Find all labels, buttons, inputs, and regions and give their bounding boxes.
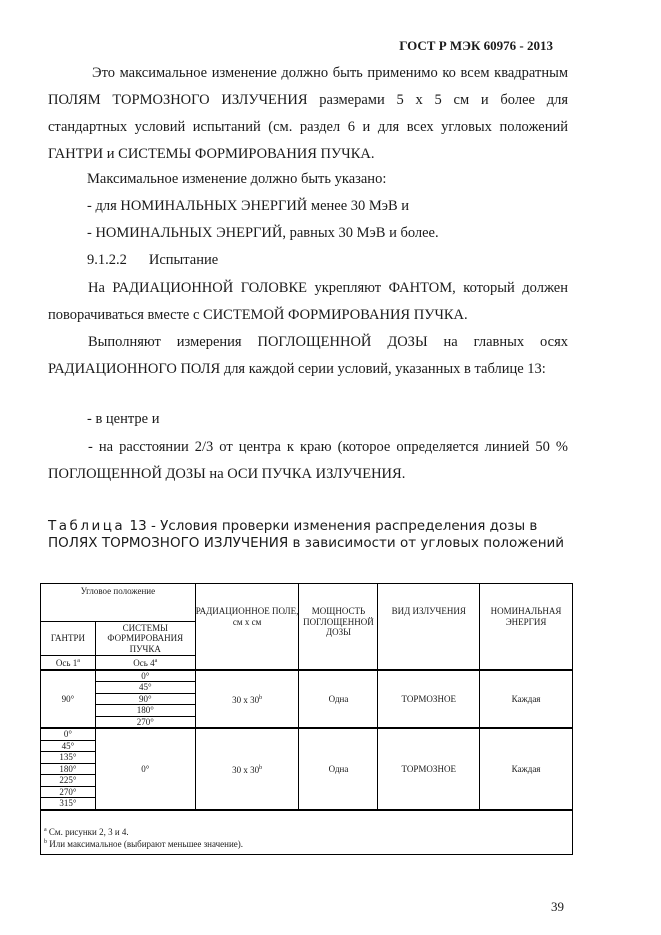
list-item-distance: - на расстоянии 2/3 от центра к краю (которое определяется линией 50 % ПОГЛОЩЕННОЙ ДОЗЫ на ОСИ ПУЧКА ИЗЛУЧЕНИЯ.	[48, 439, 568, 482]
g2-power: Одна	[299, 728, 378, 810]
table-caption-text: 13 - Условия проверки изменения распределения дозы в ПОЛЯХ ТОРМОЗНОГО ИЗЛУЧЕНИЯ в зависимости от угловых положений	[48, 518, 565, 551]
g1-energy: Каждая	[480, 670, 573, 729]
g2-gantry-angle: 0°	[41, 728, 96, 740]
header-gantry: ГАНТРИ	[41, 622, 96, 656]
section-heading	[87, 252, 218, 269]
g2-system-angle: 0°	[95, 728, 195, 810]
header-axis-4: Ось 4$^a$	[95, 656, 195, 670]
g1-system-angle: 0°	[95, 670, 195, 682]
g2-gantry-angle: 135°	[41, 752, 96, 764]
document-code: ГОСТ Р МЭК 60976 - 2013	[399, 38, 553, 53]
header-system: СИСТЕМЫ ФОРМИРОВАНИЯ ПУЧКА	[95, 622, 195, 656]
page-number: 39	[551, 899, 564, 914]
g1-field: 30 x 30$^b$	[195, 670, 299, 729]
g2-type: ТОРМОЗНОЕ	[378, 728, 480, 810]
g1-system-angle: 180°	[95, 705, 195, 717]
list-item-energy-above: - НОМИНАЛЬНЫХ ЭНЕРГИЙ, равных 30 МэВ и более.	[87, 225, 439, 241]
g2-gantry-angle: 270°	[41, 786, 96, 798]
g2-gantry-angle: 180°	[41, 763, 96, 775]
list-item-energy-below: - для НОМИНАЛЬНЫХ ЭНЕРГИЙ менее 30 МэВ и	[87, 198, 410, 214]
paragraph-measurements: Выполняют измерения ПОГЛОЩЕННОЙ ДОЗЫ на главных осях РАДИАЦИОННОГО ПОЛЯ для каждой серии условий, указанных в таблице 13:	[48, 334, 568, 377]
g2-energy: Каждая	[480, 728, 573, 810]
header-axis-1: Ось 1$^a$	[41, 656, 96, 670]
g1-type: ТОРМОЗНОЕ	[378, 670, 480, 729]
note-a: $^a$ См. рисунки 2, 3 и 4.	[44, 826, 129, 837]
g2-gantry-angle: 225°	[41, 775, 96, 787]
g1-system-angle: 270°	[95, 716, 195, 728]
g2-field: 30 x 30$^b$	[195, 728, 299, 810]
header-field: РАДИАЦИОННОЕ ПОЛЕ, см x см	[195, 584, 299, 670]
header-type: ВИД ИЗЛУЧЕНИЯ	[378, 584, 480, 670]
header-power: МОЩНОСТЬ ПОГЛОЩЕННОЙ ДОЗЫ	[299, 584, 378, 670]
g1-power: Одна	[299, 670, 378, 729]
note-b: $^b$ Или максимальное (выбирают меньшее значение).	[44, 839, 244, 849]
paragraph-max-change: Это максимальное изменение должно быть применимо ко всем квадратным ПОЛЯМ ТОРМОЗНОГО ИЗЛУЧЕНИЯ размерами 5 x 5 см и более для стандартных условий испытаний (см. раздел 6 и для всех угловых положений ГАНТРИ и СИСТЕМЫ ФОРМИРОВАНИЯ ПУЧКА.	[48, 65, 568, 162]
g1-gantry-angle: 90°	[41, 670, 96, 729]
header-angle: Угловое положение	[41, 584, 196, 622]
section-title: Испытание	[148, 252, 219, 268]
table-notes	[41, 810, 573, 855]
header-energy: НОМИНАЛЬНАЯ ЭНЕРГИЯ	[480, 584, 573, 670]
section-number: 9.1.2.2	[87, 252, 127, 268]
conditions-table	[40, 583, 573, 855]
g1-system-angle: 45°	[95, 682, 195, 694]
g2-gantry-angle: 315°	[41, 798, 96, 810]
table-caption	[48, 518, 578, 552]
g1-system-angle: 90°	[95, 693, 195, 705]
table-caption-label: Таблица	[48, 518, 126, 534]
list-item-center: - в центре и	[87, 411, 160, 427]
paragraph-specify: Максимальное изменение должно быть указано:	[87, 171, 387, 187]
g2-gantry-angle: 45°	[41, 740, 96, 752]
paragraph-phantom: На РАДИАЦИОННОЙ ГОЛОВКЕ укрепляют ФАНТОМ, который должен поворачиваться вместе с СИСТЕМОЙ ФОРМИРОВАНИЯ ПУЧКА.	[48, 280, 568, 323]
